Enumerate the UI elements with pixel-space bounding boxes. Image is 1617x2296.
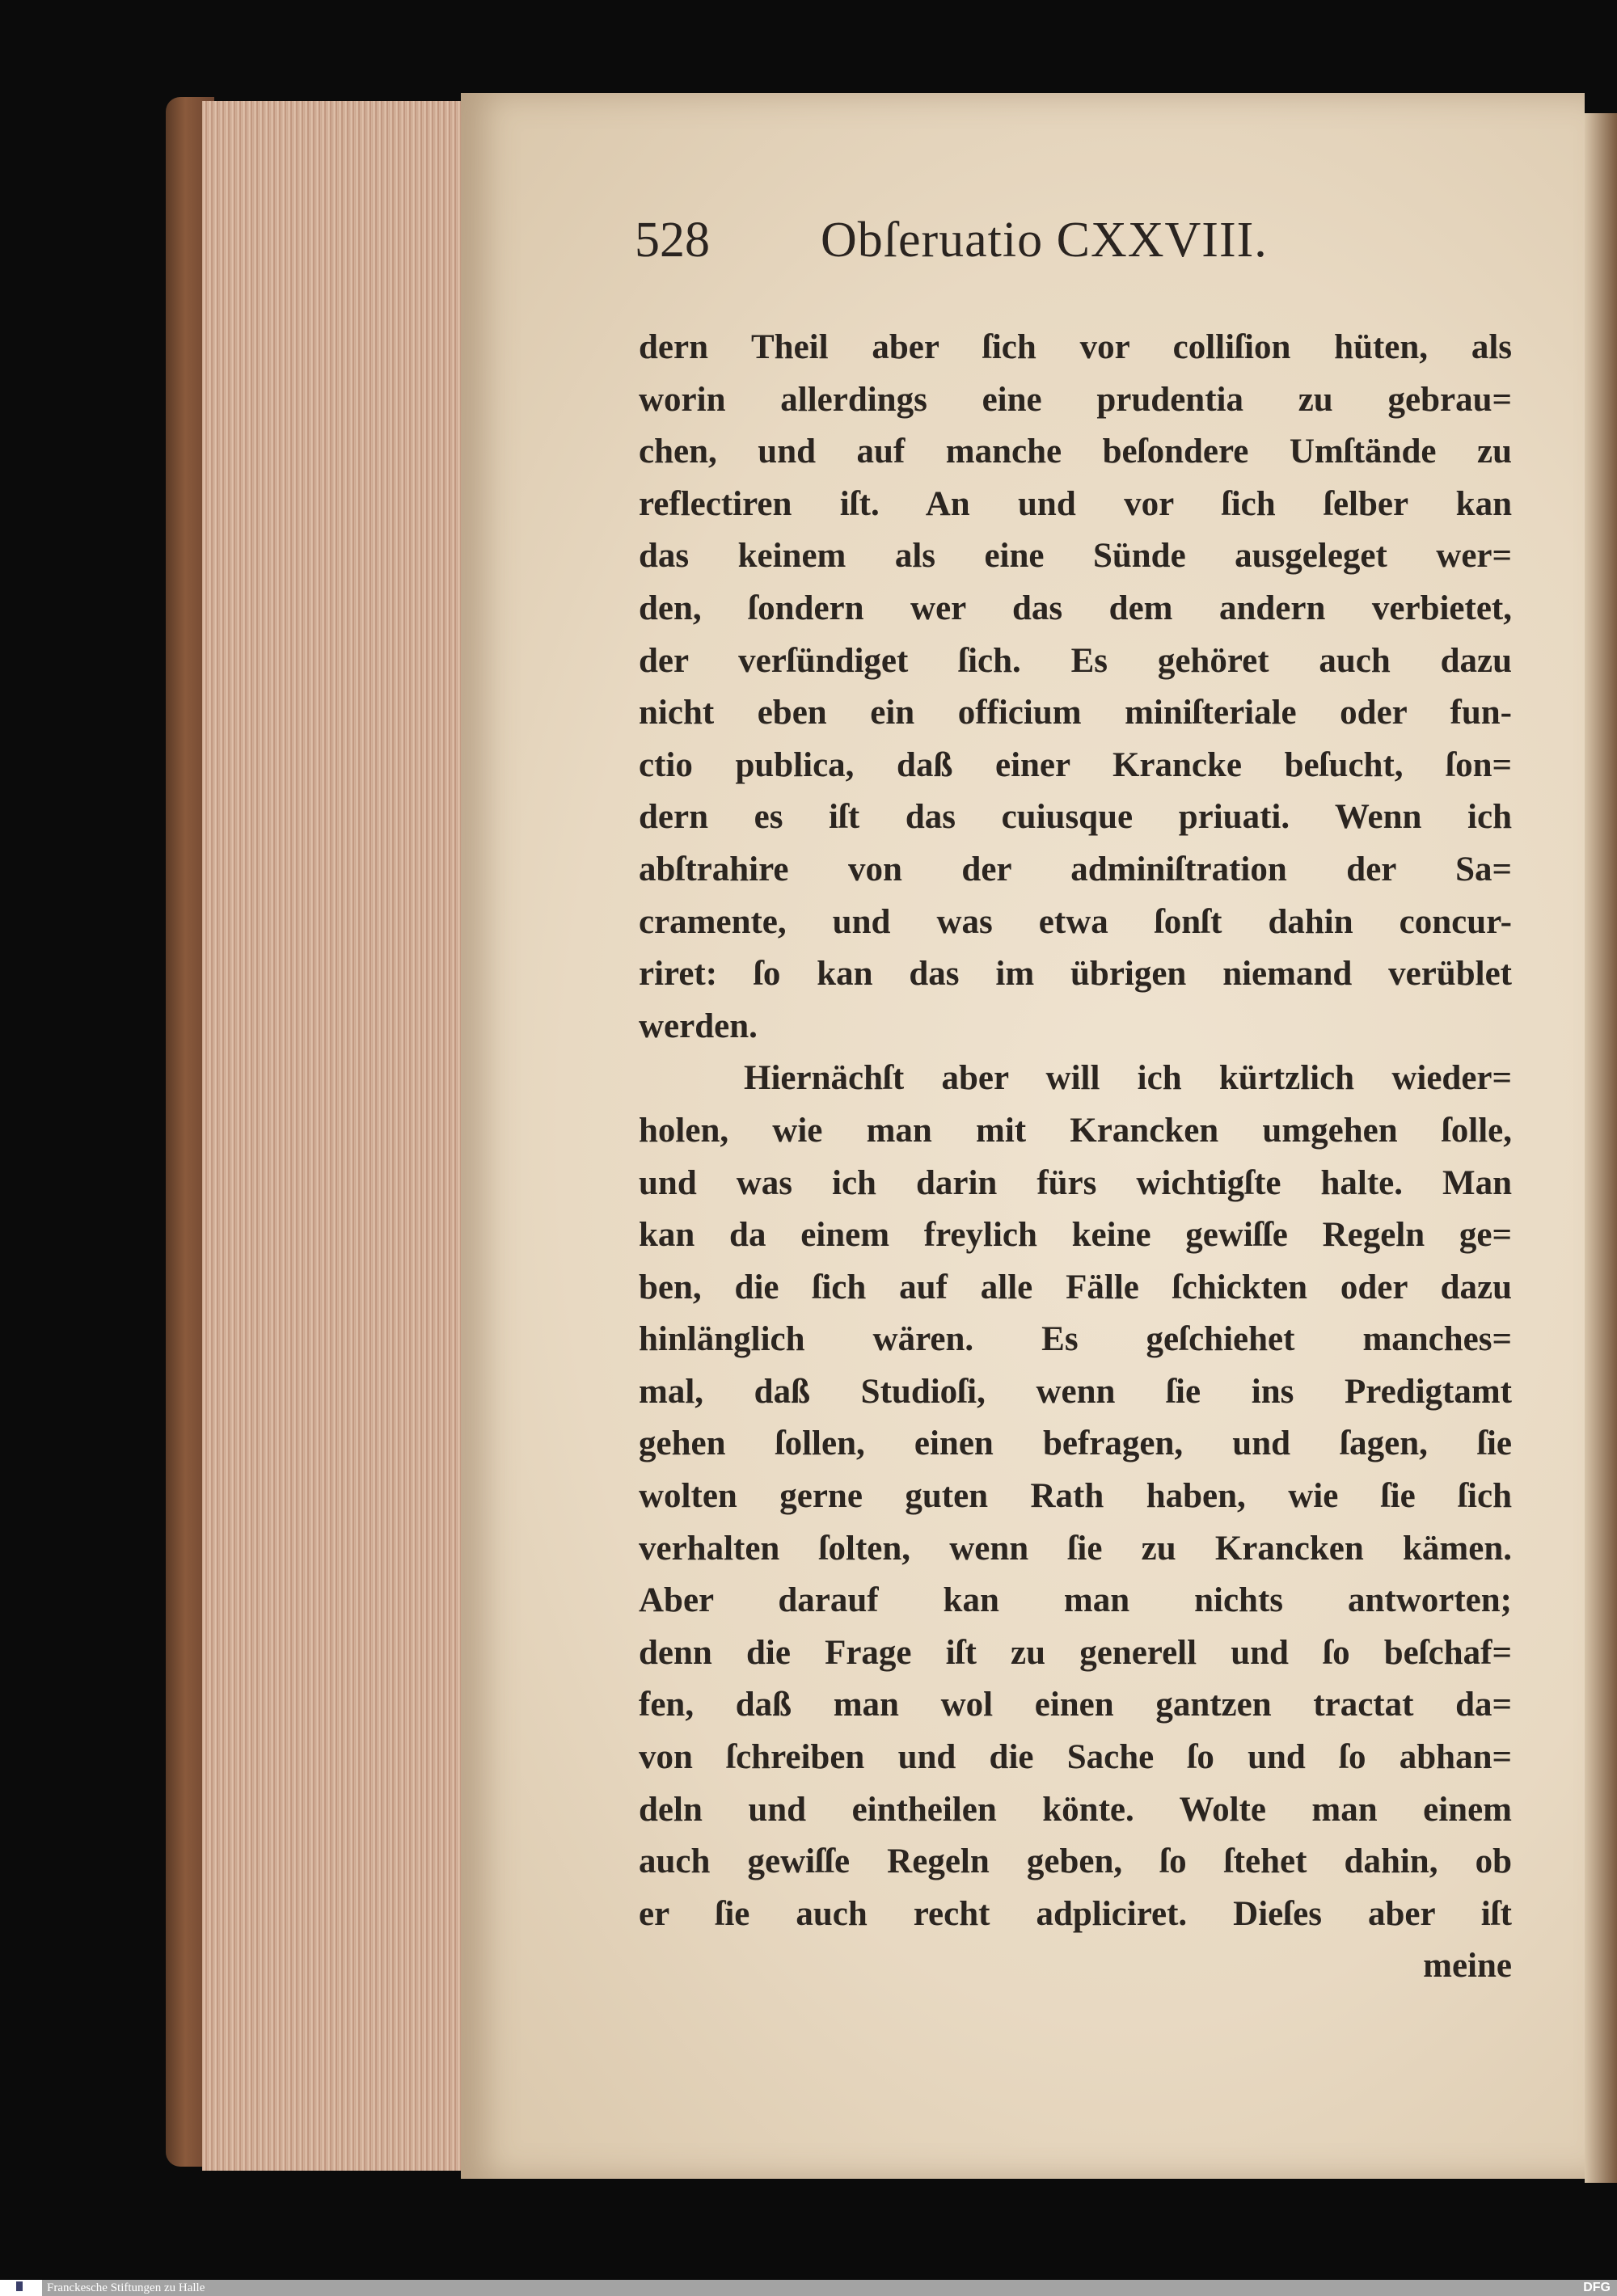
text-line: ben, die ſich auf alle Fälle ſchickten oder dazu: [639, 1268, 1512, 1306]
text-line: worin allerdings eine prudentia zu gebrau=: [639, 380, 1512, 419]
text-line: cramente, und was etwa ſonſt dahin concur-: [639, 902, 1512, 941]
institution-logo-icon: [0, 2280, 42, 2296]
text-line: dern Theil aber ſich vor colliſion hüten, als: [639, 328, 1512, 366]
text-line: der verſündiget ſich. Es gehöret auch dazu: [639, 641, 1512, 680]
text-line: auch gewiſſe Regeln geben, ſo ſtehet dahin, ob: [639, 1842, 1512, 1881]
text-line: und was ich darin fürs wichtigſte halte. Man: [639, 1163, 1512, 1202]
text-line: wolten gerne guten Rath haben, wie ſie ſich: [639, 1477, 1512, 1516]
text-line: Hiernächſt aber will ich kürtzlich wieder=: [744, 1059, 1512, 1098]
institution-name: Franckesche Stiftungen zu Halle: [47, 2281, 205, 2294]
text-line: gehen ſollen, einen befragen, und ſagen, ſie: [639, 1424, 1512, 1463]
text-line: riret: ſo kan das im übrigen niemand verüblet: [639, 955, 1512, 994]
text-line: fen, daß man wol einen gantzen tractat da=: [639, 1686, 1512, 1724]
text-line: von ſchreiben und die Sache ſo und ſo abhan=: [639, 1738, 1512, 1777]
dfg-logo: DFG: [1583, 2281, 1611, 2294]
text-line: ctio publica, daß einer Krancke beſucht, ſon=: [639, 745, 1512, 784]
text-line: Aber darauf kan man nichts antworten;: [639, 1581, 1512, 1620]
text-line: hinlänglich wären. Es geſchiehet manches=: [639, 1320, 1512, 1359]
text-line: holen, wie man mit Krancken umgehen ſolle,: [639, 1111, 1512, 1150]
text-line: dern es iſt das cuiusque priuati. Wenn ich: [639, 798, 1512, 837]
text-line: chen, und auf manche beſondere Umſtände zu: [639, 433, 1512, 471]
text-line: kan da einem freylich keine gewiſſe Regeln ge=: [639, 1216, 1512, 1255]
text-line: denn die Frage iſt zu generell und ſo beſchaf=: [639, 1633, 1512, 1672]
footer-bar: [0, 2280, 1617, 2296]
facing-page-edge: [1585, 113, 1617, 2183]
text-line: mal, daß Studioſi, wenn ſie ins Predigtamt: [639, 1372, 1512, 1411]
text-line: das keinem als eine Sünde ausgeleget wer=: [639, 537, 1512, 576]
page-number: 528: [635, 213, 710, 268]
catchword: meine: [1423, 1947, 1512, 1986]
text-line: deln und eintheilen könte. Wolte man einem: [639, 1790, 1512, 1829]
text-line: verhalten ſolten, wenn ſie zu Krancken kämen.: [639, 1529, 1512, 1568]
text-line: abſtrahire von der adminiſtration der Sa=: [639, 850, 1512, 888]
running-title: Obſeruatio CXXVIII.: [821, 213, 1268, 268]
text-line: werden.: [639, 1007, 758, 1045]
text-line: nicht eben ein officium miniſteriale oder fun-: [639, 694, 1512, 732]
text-line: reflectiren iſt. An und vor ſich ſelber kan: [639, 484, 1512, 523]
text-line: den, ſondern wer das dem andern verbietet,: [639, 589, 1512, 627]
text-line: er ſie auch recht adpliciret. Dieſes aber iſt: [639, 1894, 1512, 1933]
page-header: [635, 212, 1362, 268]
page-stack-edge: [202, 101, 469, 2171]
body-text: [639, 322, 1512, 1993]
